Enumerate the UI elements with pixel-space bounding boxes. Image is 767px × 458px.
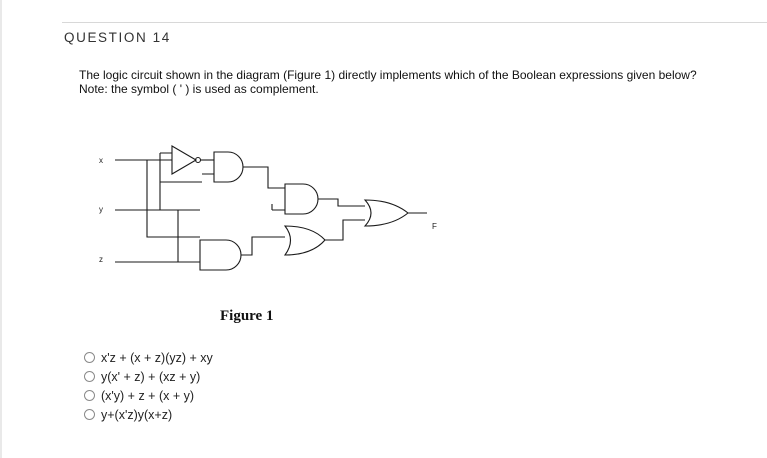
radio-button-2[interactable] xyxy=(84,371,95,382)
and-gate-2 xyxy=(200,240,241,270)
or-gate-1 xyxy=(285,226,325,255)
answer-options xyxy=(84,348,213,424)
output-label-f: F xyxy=(432,222,437,231)
answer-option-3[interactable] xyxy=(84,386,213,405)
input-label-z: z xyxy=(99,255,103,264)
question-text-line-2: Note: the symbol ( ' ) is used as complement. xyxy=(79,82,319,96)
radio-button-1[interactable] xyxy=(84,352,95,363)
question-text-line-1: The logic circuit shown in the diagram (Figure 1) directly implements which of the Boolean expressions given below? xyxy=(79,68,697,82)
answer-option-4-label: y+(x'z)y(x+z) xyxy=(101,407,173,422)
or-gate-final xyxy=(365,200,408,226)
figure-caption: Figure 1 xyxy=(220,308,274,324)
answer-option-1[interactable] xyxy=(84,348,213,367)
answer-option-1-label: x'z + (x + z)(yz) + xy xyxy=(101,350,213,365)
and-gate-3 xyxy=(285,184,318,214)
input-label-x: x xyxy=(99,156,103,165)
radio-button-3[interactable] xyxy=(84,390,95,401)
not-gate xyxy=(172,146,196,174)
input-label-y: y xyxy=(99,205,103,214)
radio-button-4[interactable] xyxy=(84,409,95,420)
and-gate-1 xyxy=(214,152,243,182)
answer-option-2-label: y(x' + z) + (xz + y) xyxy=(101,369,201,384)
answer-option-3-label: (x'y) + z + (x + y) xyxy=(101,388,195,403)
answer-option-2[interactable] xyxy=(84,367,213,386)
answer-option-4[interactable] xyxy=(84,405,213,424)
wire-x-tap xyxy=(147,160,200,237)
question-title: QUESTION 14 xyxy=(64,30,171,45)
